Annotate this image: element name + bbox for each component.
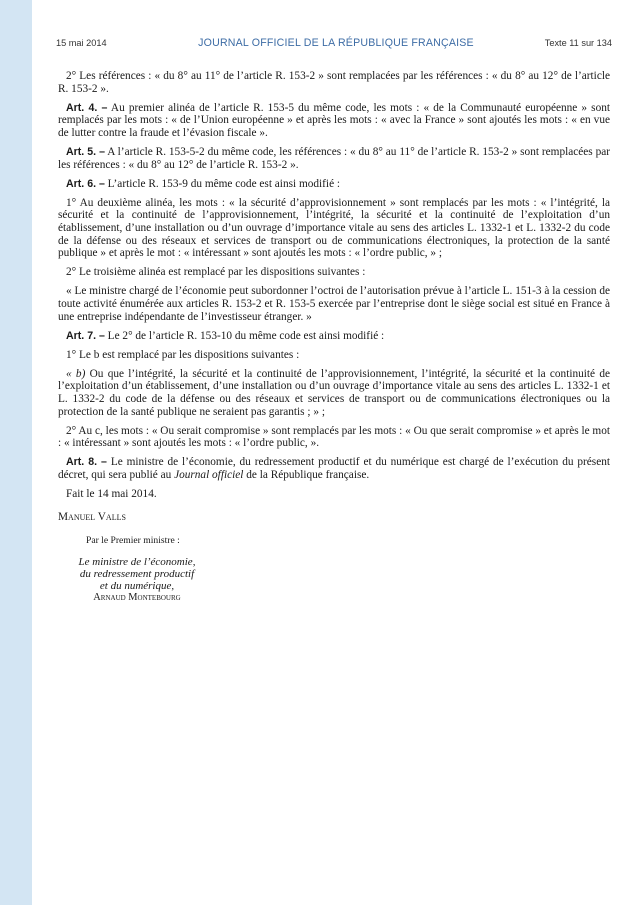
article-text: Le ministre de l’économie, du redressement productif et du numérique est chargé de l’exécution du présent décret, qui sera publié au — [58, 456, 610, 481]
minister-title-1: Le ministre de l’économie, — [78, 556, 196, 569]
header-date: 15 mai 2014 — [56, 38, 107, 48]
date-of-signature: Fait le 14 mai 2014. — [66, 488, 157, 501]
paragraph: 2° Au c, les mots : « Ou serait compromise » sont remplacés par les mots : « Ou que serait compromise » et après le mot : « intéressant » sont ajoutés les mots : « l’ordre public, ». — [58, 424, 610, 450]
article-label: Art. 6. – — [66, 177, 105, 190]
quoted-provision: « Le ministre chargé de l’économie peut subordonner l’octroi de l’autorisation prévue à l’article L. 151-3 à la cession de toute activité énumérée aux articles R. 153-2 et R. 153-5 exercée par l’entreprise dont le siège social est situé en France à une entreprise indépendante de l’investisseur étranger. » — [58, 285, 610, 323]
article-5 — [58, 146, 610, 171]
journal-title: JOURNAL OFFICIEL DE LA RÉPUBLIQUE FRANÇAISE — [198, 37, 474, 49]
quoted-provision — [58, 368, 610, 418]
paragraph: 2° Les références : « du 8° au 11° de l’article R. 153-2 » sont remplacées par les références : « du 8° au 12° de l’article R. 153-2 ». — [58, 70, 610, 95]
article-text: Au premier alinéa de l’article R. 153-5 du même code, les mots : « de la Communauté européenne » sont remplacés par les mots : « de l’Union européenne » et après les mots : « avec la France » sont ajoutés les mots : « en vue de lutter contre la fraude et l’évasion fiscale ». — [58, 101, 611, 139]
article-text-end: de la République française. — [243, 468, 370, 481]
minister-title-3: et du numérique, — [99, 580, 175, 593]
minister-title-2: du redressement productif — [79, 568, 195, 581]
minister-name: Arnaud Montebourg — [93, 592, 181, 604]
article-7 — [58, 330, 610, 343]
paragraph: 2° Le troisième alinéa est remplacé par les dispositions suivantes : — [66, 266, 366, 279]
article-8 — [58, 456, 610, 481]
article-label: Art. 8. – — [66, 456, 107, 469]
paragraph: 1° Au deuxième alinéa, les mots : « la sécurité d’approvisionnement » sont remplacés par les mots : « l’intégrité, la sécurité et la continuité de l’approvisionnement, l’intégrité, la sécurité et la continuité de l’exploitation d’un établissement, d’une installation ou d’un ouvrage d’importance vitale au sens des articles L. 1332-1 et L. 1332-2 du code de la défense ou des réseaux et services de transport ou de communications électroniques, la protection de la santé publique » et après le mot : « intéressant » sont ajoutés les mots : « l’ordre public, » ; — [58, 196, 610, 260]
article-text: L’article R. 153-9 du même code est ainsi modifié : — [104, 177, 341, 190]
page-header — [56, 38, 616, 52]
prime-minister-signature: Manuel Valls — [58, 510, 126, 523]
quote-text: Ou que l’intégrité, la sécurité et la continuité de l’approvisionnement, l’intégrité, la sécurité et la continuité de l’exploitation d’un établissement, d’une installation ou d’un ouvrage d’importance vitale au sens des articles L. 1332-1 et L. 1332-2 du code de la défense ou des réseaux et services de transport ou de communications électroniques ou la protection de la santé publique ne seraient pas garantis ; » ; — [58, 367, 610, 418]
left-margin-band — [0, 0, 32, 905]
paragraph: 1° Le b est remplacé par les dispositions suivantes : — [66, 348, 300, 361]
article-4 — [58, 102, 610, 140]
by-line: Par le Premier ministre : — [86, 535, 180, 547]
article-label: Art. 7. – — [66, 329, 105, 342]
page-number: Texte 11 sur 134 — [544, 38, 612, 48]
quote-letter: « b) — [66, 367, 86, 380]
article-label: Art. 5. – — [66, 145, 105, 158]
journal-officiel-italic: Journal officiel — [174, 468, 244, 481]
article-6 — [58, 178, 610, 191]
document-body — [58, 70, 610, 603]
article-text: Le 2° de l’article R. 153-10 du même code est ainsi modifié : — [104, 329, 385, 342]
article-text: A l’article R. 153-5-2 du même code, les références : « du 8° au 11° de l’article R. 153-2 » sont remplacées par les références : « du 8° au 12° de l’article R. 153-2 ». — [58, 145, 610, 171]
countersignature-block — [78, 535, 610, 604]
article-label: Art. 4. – — [66, 101, 108, 114]
